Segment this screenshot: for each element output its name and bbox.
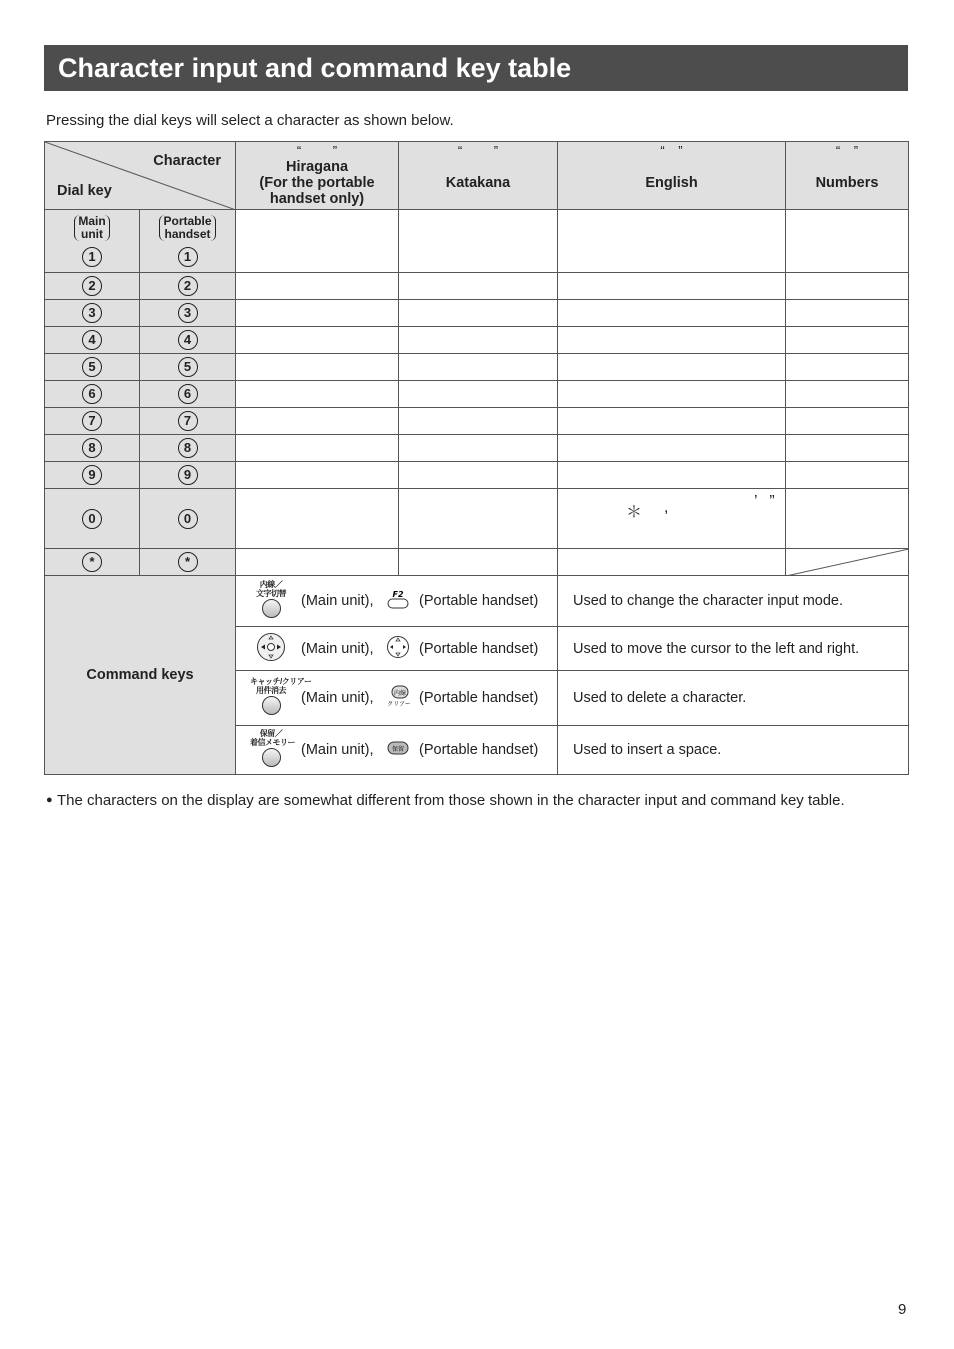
svg-text:クリアー: クリアー xyxy=(387,701,411,708)
katakana-cell xyxy=(399,489,558,549)
dial-key-icon: 3 xyxy=(178,303,198,323)
english-cell xyxy=(558,273,786,300)
dial-key-icon: 0 xyxy=(82,509,102,529)
english-cell xyxy=(558,381,786,408)
dial-key-icon: 2 xyxy=(178,276,198,296)
portable-handset-key-1 xyxy=(140,210,236,273)
table-row xyxy=(45,327,909,354)
header-numbers xyxy=(786,142,909,210)
portable-handset-key-2 xyxy=(140,273,236,300)
table-row xyxy=(45,381,909,408)
english-cell xyxy=(558,462,786,489)
button-icon xyxy=(262,748,281,767)
main-unit-key-9 xyxy=(45,462,140,489)
portable-handset-key-8 xyxy=(140,435,236,462)
portable-handset-text: (Portable handset) xyxy=(419,742,539,758)
main-unit-mode-key: 内線／ 文字切替 xyxy=(250,580,292,622)
command-description: Used to insert a space. xyxy=(558,726,909,775)
button-icon xyxy=(262,696,281,715)
dial-key-icon: 4 xyxy=(178,330,198,350)
main-unit-text: (Main unit), xyxy=(301,690,374,706)
main-unit-key-1 xyxy=(45,210,140,273)
numbers-cell xyxy=(786,210,909,273)
button-icon xyxy=(262,599,281,618)
portable-handset-text: (Portable handset) xyxy=(419,640,539,657)
cursor-pad-icon xyxy=(386,635,410,663)
portable-handset-key-5 xyxy=(140,354,236,381)
footnote xyxy=(46,789,846,812)
katakana-cell xyxy=(399,549,558,576)
portable-handset-key-4 xyxy=(140,327,236,354)
main-unit-label: Main unit xyxy=(74,215,109,241)
portable-handset-text: (Portable handset) xyxy=(419,690,539,706)
table-row xyxy=(45,408,909,435)
character-label: Character xyxy=(153,153,221,169)
hiragana-cell xyxy=(236,489,399,549)
footnote-text: The characters on the display are somewhat different from those shown in the character input and command key table. xyxy=(57,792,845,809)
table-row xyxy=(45,489,909,549)
portable-handset-key-9 xyxy=(140,462,236,489)
portable-handset-text: (Portable handset) xyxy=(419,593,539,609)
empty-cell-diagonal xyxy=(786,549,909,576)
english-cell xyxy=(558,408,786,435)
hiragana-cell xyxy=(236,435,399,462)
english-symbol-quotes: ’ ” xyxy=(754,493,779,510)
page-number: 9 xyxy=(898,1301,907,1318)
numbers-cell xyxy=(786,300,909,327)
katakana-quote: “ ” xyxy=(457,143,499,158)
hiragana-note-1: (For the portable xyxy=(259,174,375,191)
katakana-cell xyxy=(399,381,558,408)
dial-key-icon: 5 xyxy=(178,357,198,377)
dial-key-icon: 9 xyxy=(82,465,102,485)
dial-key-icon: 4 xyxy=(82,330,102,350)
clear-key-icon xyxy=(386,684,412,712)
katakana-cell xyxy=(399,300,558,327)
numbers-cell xyxy=(786,327,909,354)
katakana-cell xyxy=(399,354,558,381)
english-label: English xyxy=(645,174,698,191)
dial-key-icon: 3 xyxy=(82,303,102,323)
command-key-mode xyxy=(236,576,558,627)
numbers-cell xyxy=(786,408,909,435)
katakana-cell xyxy=(399,210,558,273)
main-unit-key-4 xyxy=(45,327,140,354)
svg-text:内線: 内線 xyxy=(393,690,407,697)
character-key-table xyxy=(44,141,909,775)
svg-text:F2: F2 xyxy=(392,590,404,599)
hiragana-note-2: handset only) xyxy=(269,190,365,207)
portable-handset-key-0 xyxy=(140,489,236,549)
dial-key-icon: * xyxy=(178,552,198,572)
english-cell xyxy=(558,354,786,381)
portable-handset-label: Portable handset xyxy=(159,215,215,241)
numbers-cell xyxy=(786,435,909,462)
dial-key-icon: 7 xyxy=(82,411,102,431)
english-cell xyxy=(558,549,786,576)
dial-key-icon: 1 xyxy=(82,247,102,267)
main-unit-key-star xyxy=(45,549,140,576)
main-unit-key-6 xyxy=(45,381,140,408)
katakana-cell xyxy=(399,408,558,435)
hiragana-cell xyxy=(236,210,399,273)
table-row xyxy=(45,462,909,489)
numbers-label: Numbers xyxy=(815,174,879,191)
hiragana-cell xyxy=(236,408,399,435)
table-row xyxy=(45,273,909,300)
dial-key-icon: 9 xyxy=(178,465,198,485)
dial-key-icon: 6 xyxy=(178,384,198,404)
hold-key-icon xyxy=(386,740,410,760)
numbers-cell xyxy=(786,462,909,489)
table-row xyxy=(45,549,909,576)
numbers-cell xyxy=(786,489,909,549)
portable-handset-key-7 xyxy=(140,408,236,435)
command-key-cursor xyxy=(236,627,558,671)
table-row xyxy=(45,210,909,273)
page-title: Character input and command key table xyxy=(44,45,908,91)
numbers-cell xyxy=(786,381,909,408)
numbers-cell xyxy=(786,354,909,381)
main-unit-text: (Main unit), xyxy=(301,593,374,609)
hiragana-cell xyxy=(236,354,399,381)
hiragana-cell xyxy=(236,549,399,576)
dial-key-icon: 5 xyxy=(82,357,102,377)
hiragana-cell xyxy=(236,327,399,354)
main-unit-key-2 xyxy=(45,273,140,300)
cursor-key-icon xyxy=(250,632,292,666)
katakana-cell xyxy=(399,435,558,462)
hiragana-quote: “ ” xyxy=(296,143,338,158)
hiragana-cell xyxy=(236,462,399,489)
katakana-label: Katakana xyxy=(445,174,511,191)
table-row xyxy=(45,435,909,462)
dial-key-icon: 0 xyxy=(178,509,198,529)
dial-key-icon: 2 xyxy=(82,276,102,296)
main-unit-key-7 xyxy=(45,408,140,435)
command-description: Used to change the character input mode. xyxy=(558,576,909,627)
intro-text: Pressing the dial keys will select a character as shown below. xyxy=(46,112,454,129)
dial-key-label: Dial key xyxy=(57,183,112,199)
main-unit-clear-key: キャッチ/クリアー 用件消去 xyxy=(250,677,292,719)
header-english xyxy=(558,142,786,210)
katakana-cell xyxy=(399,273,558,300)
dial-key-icon: * xyxy=(82,552,102,572)
english-cell xyxy=(558,210,786,273)
svg-text:保留: 保留 xyxy=(391,746,405,753)
english-cell xyxy=(558,327,786,354)
numbers-cell-empty xyxy=(786,549,909,576)
english-symbol-asterisk: ＊ xyxy=(626,504,643,521)
dial-key-icon: 1 xyxy=(178,247,198,267)
bullet-icon: ● xyxy=(46,794,53,806)
katakana-cell xyxy=(399,462,558,489)
command-description: Used to delete a character. xyxy=(558,671,909,726)
english-symbol-comma: , xyxy=(664,499,669,516)
table-row xyxy=(45,354,909,381)
command-key-space xyxy=(236,726,558,775)
table-corner-header xyxy=(45,142,236,210)
numbers-cell xyxy=(786,273,909,300)
katakana-cell xyxy=(399,327,558,354)
hiragana-cell xyxy=(236,381,399,408)
dial-key-icon: 7 xyxy=(178,411,198,431)
dial-key-icon: 8 xyxy=(178,438,198,458)
hiragana-cell xyxy=(236,300,399,327)
english-cell xyxy=(558,489,786,549)
portable-handset-key-6 xyxy=(140,381,236,408)
portable-handset-key-3 xyxy=(140,300,236,327)
main-unit-key-8 xyxy=(45,435,140,462)
main-unit-hold-key: 保留／ 着信メモリー xyxy=(250,729,292,771)
main-unit-key-0 xyxy=(45,489,140,549)
header-katakana xyxy=(399,142,558,210)
command-key-delete xyxy=(236,671,558,726)
main-unit-text: (Main unit), xyxy=(301,742,374,758)
english-cell xyxy=(558,435,786,462)
table-row xyxy=(45,576,909,627)
dial-key-icon: 6 xyxy=(82,384,102,404)
numbers-quote: “ ” xyxy=(835,143,859,158)
header-hiragana xyxy=(236,142,399,210)
main-unit-key-3 xyxy=(45,300,140,327)
dial-key-icon: 8 xyxy=(82,438,102,458)
hiragana-cell xyxy=(236,273,399,300)
command-keys-label: Command keys xyxy=(45,576,236,775)
main-unit-key-5 xyxy=(45,354,140,381)
f2-key-icon xyxy=(386,589,410,613)
table-row xyxy=(45,300,909,327)
portable-handset-key-star xyxy=(140,549,236,576)
main-unit-text: (Main unit), xyxy=(301,640,374,657)
hiragana-label: Hiragana xyxy=(285,158,349,175)
command-description: Used to move the cursor to the left and right. xyxy=(558,627,909,671)
english-cell xyxy=(558,300,786,327)
english-quote: “ ” xyxy=(660,143,683,158)
